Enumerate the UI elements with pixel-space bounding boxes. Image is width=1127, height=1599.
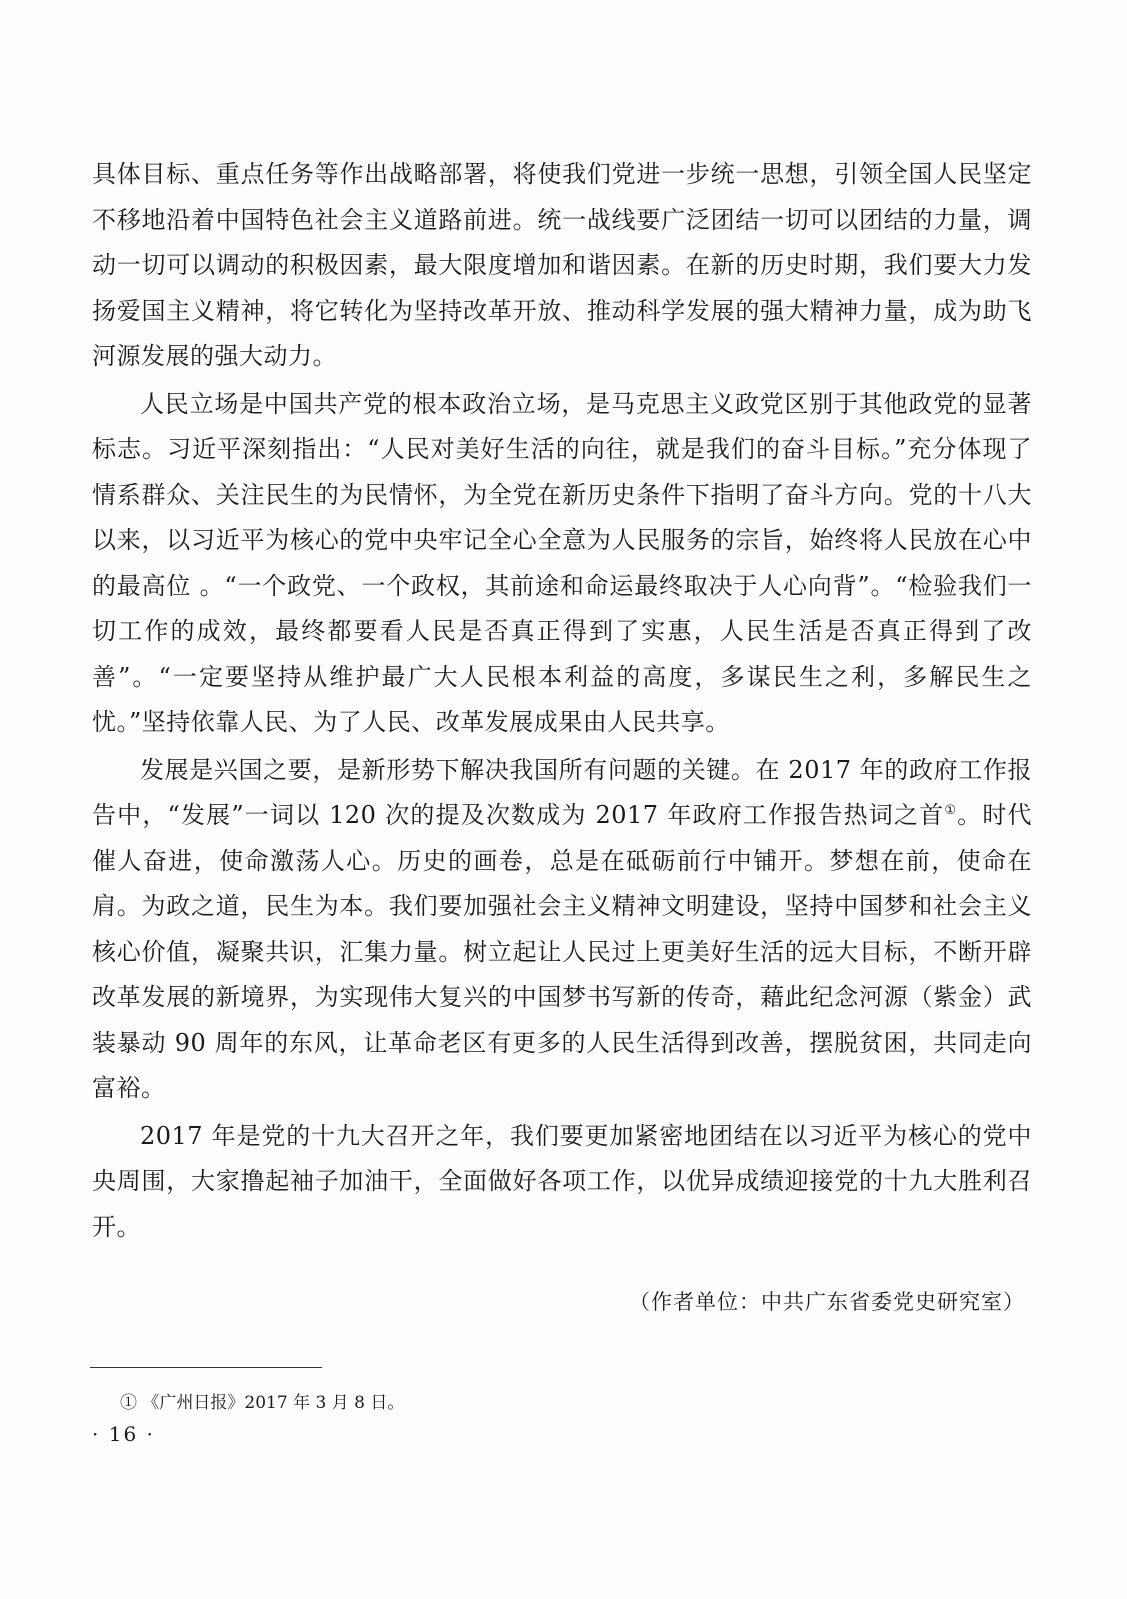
paragraph-text: 发展是兴国之要，是新形势下解决我国所有问题的关键。在 2017 年的政府工作报告中，“发展”一词以 120 次的提及次数成为 2017 年政府工作报告热词之首 xyxy=(92,755,1032,829)
page-number: · 16 · xyxy=(92,1422,155,1446)
footnote-reference[interactable]: ① xyxy=(944,803,958,818)
author-affiliation: （作者单位：中共广东省委党史研究室） xyxy=(629,1290,1025,1314)
paragraph: 具体目标、重点任务等作出战略部署，将使我们党进一步统一思想，引领全国人民坚定不移地沿着中国特色社会主义道路前进。统一战线要广泛团结一切可以团结的力量，调动一切可以调动的积极因素，最大限度增加和谐因素。在新的历史时期，我们要大力发扬爱国主义精神，将它转化为坚持改革开放、推动科学发展的强大精神力量，成为助飞河源发展的强大动力。 xyxy=(92,160,1032,370)
footnote-divider xyxy=(90,1367,322,1368)
paragraph: 2017 年是党的十九大召开之年，我们要更加紧密地团结在以习近平为核心的党中央周围，大家撸起袖子加油干，全面做好各项工作，以优异成绩迎接党的十九大胜利召开。 xyxy=(92,1121,1032,1241)
paragraph: 人民立场是中国共产党的根本政治立场，是马克思主义政党区别于其他政党的显著标志。习近平深刻指出：“人民对美好生活的向往，就是我们的奋斗目标。”充分体现了情系群众、关注民生的为民情怀，为全党在新历史条件下指明了奋斗方向。党的十八大以来，以习近平为核心的党中央牢记全心全意为人民服务的宗旨，始终将人民放在心中的最高位 。“一个政党、一个政权，其前途和命运最终取决于人心向背”。“检验我们一切工作的成效，最终都要看人民是否真正得到了实惠，人民生活是否真正得到了改善”。“一定要坚持从维护最广大人民根本利益的高度，多谋民生之利，多解民生之忧。”坚持依靠人民、为了人民、改革发展成果由人民共享。 xyxy=(92,389,1032,736)
paragraph-text: 。时代催人奋进，使命激荡人心。历史的画卷，总是在砥砺前行中铺开。梦想在前，使命在肩。为政之道，民生为本。我们要加强社会主义精神文明建设，坚持中国梦和社会主义核心价值，凝聚共识，汇集力量。树立起让人民过上更美好生活的远大目标，不断开辟改革发展的新境界，为实现伟大复兴的中国梦书写新的传奇，藉此纪念河源（紫金）武装暴动 90 周年的东风，让革命老区有更多的人民生活得到改善，摆脱贫困，共同走向富裕。 xyxy=(92,801,1033,1102)
footnote: ① 《广州日报》2017 年 3 月 8 日。 xyxy=(120,1393,405,1413)
paragraph xyxy=(92,748,1032,1112)
article-body xyxy=(92,152,1032,1250)
